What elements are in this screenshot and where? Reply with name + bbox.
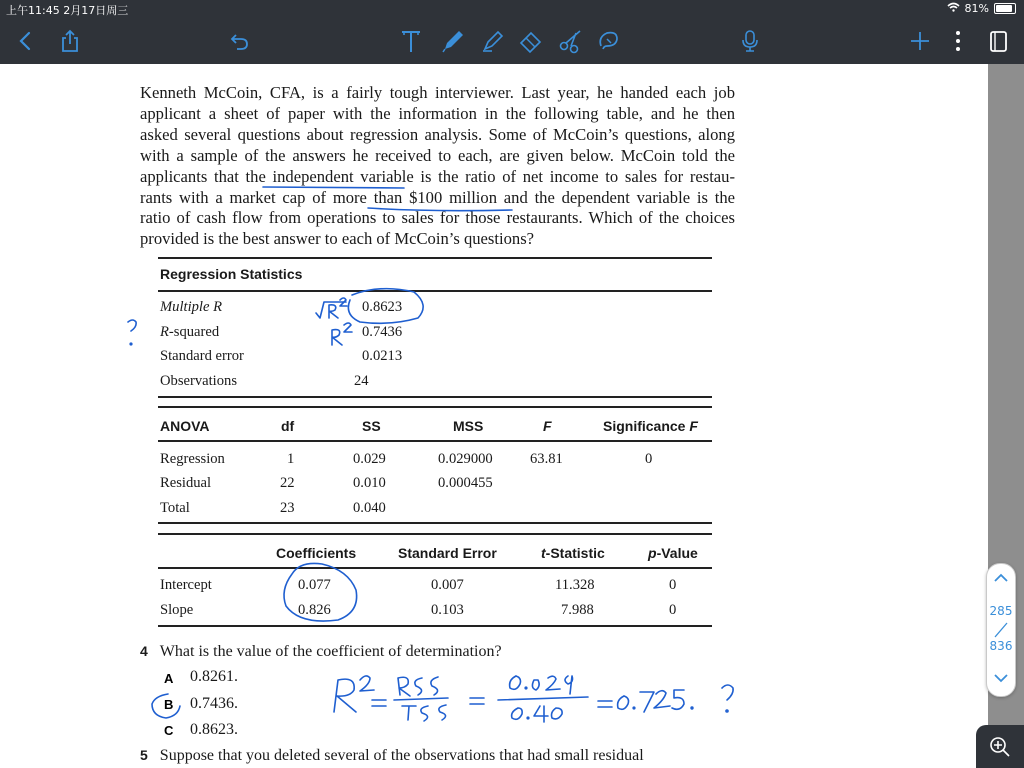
stat-value: 0.0213 — [362, 348, 403, 364]
table-rule — [158, 290, 712, 292]
scissors-icon[interactable] — [555, 25, 587, 57]
stat-label: Multiple R — [160, 299, 223, 315]
page-separator-icon — [992, 621, 1010, 639]
anova-cell: 0.029000 — [438, 451, 493, 467]
pages-icon[interactable] — [982, 25, 1014, 57]
question-5 — [140, 747, 644, 765]
anova-cell: 23 — [280, 500, 295, 516]
chevron-down-icon[interactable] — [993, 672, 1009, 684]
anova-cell: Total — [160, 500, 190, 516]
coef-cell: 0.826 — [298, 602, 331, 618]
current-page: 285 — [989, 604, 1013, 618]
option-letter: C — [164, 723, 174, 738]
regression-statistics-title: Regression Statistics — [160, 266, 303, 282]
wifi-icon — [947, 2, 960, 15]
stat-label: Observations — [160, 373, 238, 389]
anova-cell: 1 — [287, 451, 295, 467]
battery-percent: 81% — [964, 2, 989, 15]
anova-cell: 22 — [280, 475, 295, 491]
paragraph-line: applicant a sheet of paper with the information in the following table, and he then — [140, 103, 735, 123]
option-c[interactable]: 0.8623. — [190, 721, 238, 738]
coef-cell: 11.328 — [555, 577, 595, 593]
coef-cell: 0.077 — [298, 577, 331, 593]
highlighter-icon[interactable] — [477, 25, 509, 57]
table-rule — [158, 533, 712, 535]
question-number: 5 — [140, 747, 148, 763]
table-rule — [158, 440, 712, 442]
table-rule — [158, 522, 712, 524]
table-rule — [158, 257, 712, 259]
anova-header: ANOVA — [160, 418, 210, 434]
paragraph-line: ratio of cash flow from operations to sales for those restaurants. Which of the choices — [140, 208, 735, 228]
status-time: 上午11:45 2月17日周三 — [6, 4, 129, 17]
anova-cell: 0.000455 — [438, 475, 493, 491]
coef-cell: 7.988 — [561, 602, 594, 618]
share-icon[interactable] — [54, 25, 86, 57]
more-icon[interactable] — [942, 25, 974, 57]
zoom-in-icon — [988, 735, 1012, 759]
anova-header: MSS — [453, 418, 484, 434]
anova-cell: 0 — [645, 451, 653, 467]
coef-header: p-Value — [648, 545, 698, 561]
stat-label: Standard error — [160, 348, 244, 364]
add-icon[interactable] — [904, 25, 936, 57]
paragraph-line: rants with a market cap of more than $100 million and the dependent variable is the — [140, 187, 735, 207]
paragraph-line: asked several questions about regression analysis. Some of McCoin’s questions, along — [140, 124, 735, 144]
coef-cell: 0.007 — [431, 577, 464, 593]
anova-header: F — [543, 418, 552, 434]
paragraph-line: provided is the best answer to each of McCoin’s questions? — [140, 229, 535, 249]
stat-label: R-squared — [160, 324, 220, 340]
toolbar — [0, 18, 1024, 64]
anova-header: Significance F — [603, 418, 698, 434]
anova-cell: Residual — [160, 475, 212, 491]
paragraph-line: with a sample of the answers he received to each, are given below. McCoin told the — [140, 145, 735, 165]
coef-header: t-Statistic — [541, 545, 605, 561]
undo-icon[interactable] — [224, 25, 256, 57]
chevron-up-icon[interactable] — [993, 572, 1009, 584]
battery-icon — [994, 3, 1016, 14]
stat-value: 24 — [354, 373, 369, 389]
anova-cell: 63.81 — [530, 451, 563, 467]
coef-cell: 0 — [669, 577, 677, 593]
lasso-icon[interactable] — [592, 25, 624, 57]
pen-icon[interactable] — [437, 25, 469, 57]
anova-header: SS — [362, 418, 381, 434]
anova-cell: 0.040 — [353, 500, 386, 516]
paragraph-line: Kenneth McCoin, CFA, is a fairly tough interviewer. Last year, he handed each job — [140, 83, 735, 102]
coef-cell: Slope — [160, 602, 194, 618]
intro-paragraph — [140, 83, 735, 250]
option-letter: A — [164, 671, 174, 686]
question-text: What is the value of the coefficient of determination? — [159, 643, 502, 660]
table-rule — [158, 567, 712, 569]
coef-header: Coefficients — [276, 545, 357, 561]
zoom-button[interactable] — [976, 725, 1024, 768]
microphone-icon[interactable] — [734, 25, 766, 57]
total-pages: 836 — [989, 639, 1013, 653]
anova-cell: Regression — [160, 451, 225, 467]
stat-value: 0.8623 — [362, 299, 403, 315]
option-b[interactable]: 0.7436. — [190, 695, 238, 712]
back-icon[interactable] — [10, 25, 42, 57]
coef-header: Standard Error — [398, 545, 497, 561]
stat-value: 0.7436 — [362, 324, 403, 340]
coef-cell: 0 — [669, 602, 677, 618]
page-navigator[interactable] — [986, 563, 1016, 697]
table-rule — [158, 406, 712, 408]
eraser-icon[interactable] — [515, 25, 547, 57]
question-4 — [140, 643, 502, 661]
table-rule — [158, 625, 712, 627]
paragraph-line: applicants that the independent variable is the ratio of net income to sales for restau- — [140, 166, 735, 186]
option-a[interactable]: 0.8261. — [190, 668, 238, 685]
option-letter: B — [164, 697, 174, 712]
question-text: Suppose that you deleted several of the observations that had small residual — [159, 747, 644, 764]
anova-cell: 0.029 — [353, 451, 386, 467]
coef-cell: Intercept — [160, 577, 212, 593]
table-rule — [158, 396, 712, 398]
question-number: 4 — [140, 643, 148, 659]
coef-cell: 0.103 — [431, 602, 464, 618]
status-bar — [0, 0, 1024, 18]
anova-header: df — [281, 418, 295, 434]
anova-cell: 0.010 — [353, 475, 386, 491]
text-tool-icon[interactable] — [395, 25, 427, 57]
